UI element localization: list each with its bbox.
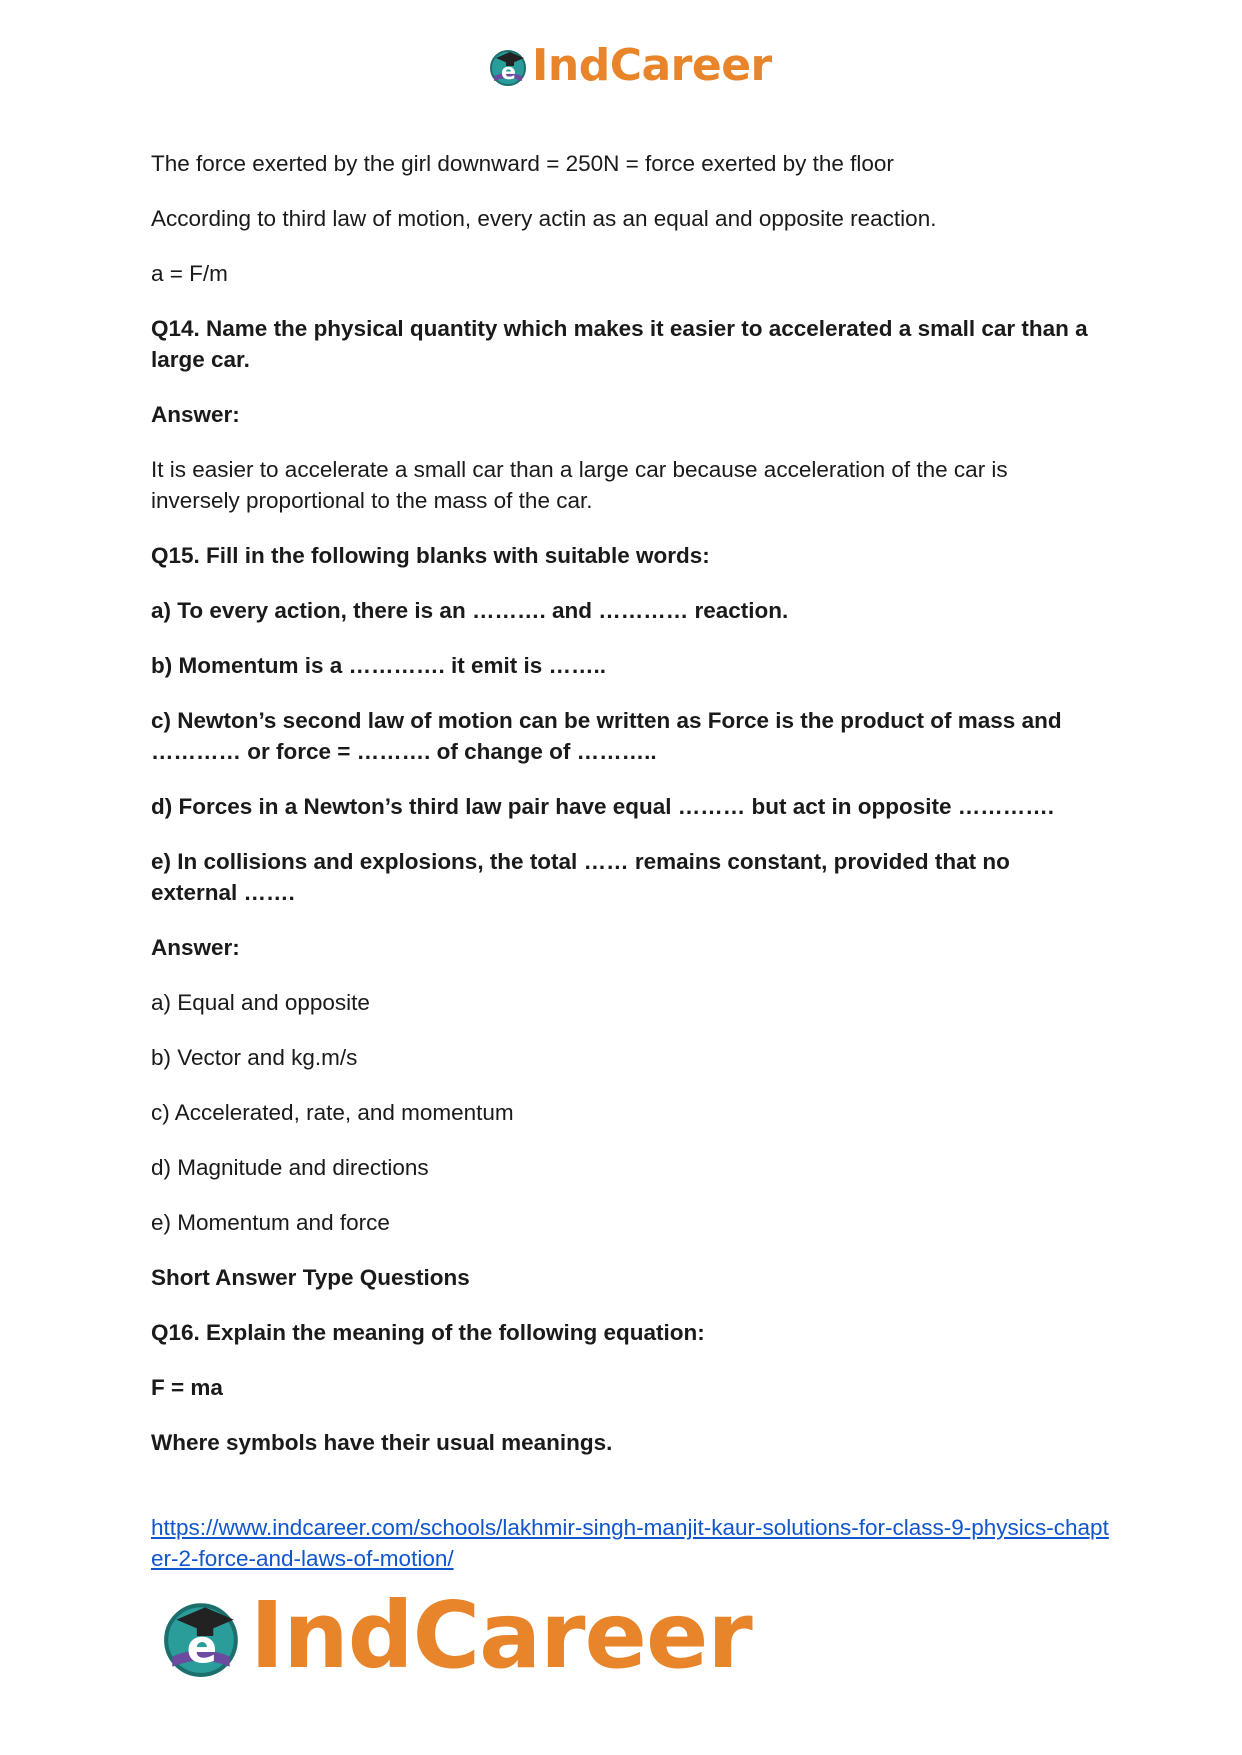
equation-f-ma: F = ma bbox=[151, 1375, 223, 1400]
answer-15c: c) Accelerated, rate, and momentum bbox=[151, 1100, 514, 1125]
source-url-link[interactable]: https://www.indcareer.com/schools/lakhmir-singh-manjit-kaur-solutions-for-class-9-physics-chapter-2-force-and-laws-of-motion/ bbox=[151, 1515, 1109, 1571]
answer-label-14: Answer: bbox=[151, 402, 240, 427]
header-logo bbox=[488, 40, 772, 91]
question-14: Q14. Name the physical quantity which makes it easier to accelerated a small car than a large car. bbox=[151, 316, 1088, 372]
graduation-cap-book-icon bbox=[160, 1594, 246, 1678]
answer-15e: e) Momentum and force bbox=[151, 1210, 390, 1235]
answer-15a: a) Equal and opposite bbox=[151, 990, 370, 1015]
answer-15b: b) Vector and kg.m/s bbox=[151, 1045, 358, 1070]
logo-wordmark: IndCareer bbox=[532, 40, 772, 91]
svg-text:e: e bbox=[186, 1620, 218, 1674]
paragraph-third-law: According to third law of motion, every actin as an equal and opposite reaction. bbox=[151, 206, 937, 231]
logo-wordmark: IndCareer bbox=[250, 1582, 752, 1689]
formula-acceleration: a = F/m bbox=[151, 261, 228, 286]
question-15e: e) In collisions and explosions, the total …… remains constant, provided that no external ……. bbox=[151, 849, 1010, 905]
answer-15d: d) Magnitude and directions bbox=[151, 1155, 429, 1180]
question-16: Q16. Explain the meaning of the following equation: bbox=[151, 1320, 705, 1345]
question-15d: d) Forces in a Newton’s third law pair have equal ……… but act in opposite …………. bbox=[151, 794, 1055, 819]
paragraph-force-floor: The force exerted by the girl downward = 250N = force exerted by the floor bbox=[151, 151, 894, 176]
question-15a: a) To every action, there is an ………. and ………… reaction. bbox=[151, 598, 789, 623]
svg-text:e: e bbox=[501, 59, 516, 85]
answer-label-15: Answer: bbox=[151, 935, 240, 960]
question-15b: b) Momentum is a …………. it emit is …….. bbox=[151, 653, 607, 678]
question-15c: c) Newton’s second law of motion can be written as Force is the product of mass and ………… or force = ………. of change of ……….. bbox=[151, 708, 1062, 764]
document-body bbox=[151, 148, 1101, 1458]
section-title: Short Answer Type Questions bbox=[151, 1265, 470, 1290]
question-16-note: Where symbols have their usual meanings. bbox=[151, 1430, 613, 1455]
footer-logo bbox=[160, 1582, 752, 1689]
graduation-cap-book-icon bbox=[488, 46, 530, 86]
answer-14: It is easier to accelerate a small car than a large car because acceleration of the car is inversely proportional to the mass of the car. bbox=[151, 457, 1008, 513]
question-15: Q15. Fill in the following blanks with suitable words: bbox=[151, 543, 710, 568]
